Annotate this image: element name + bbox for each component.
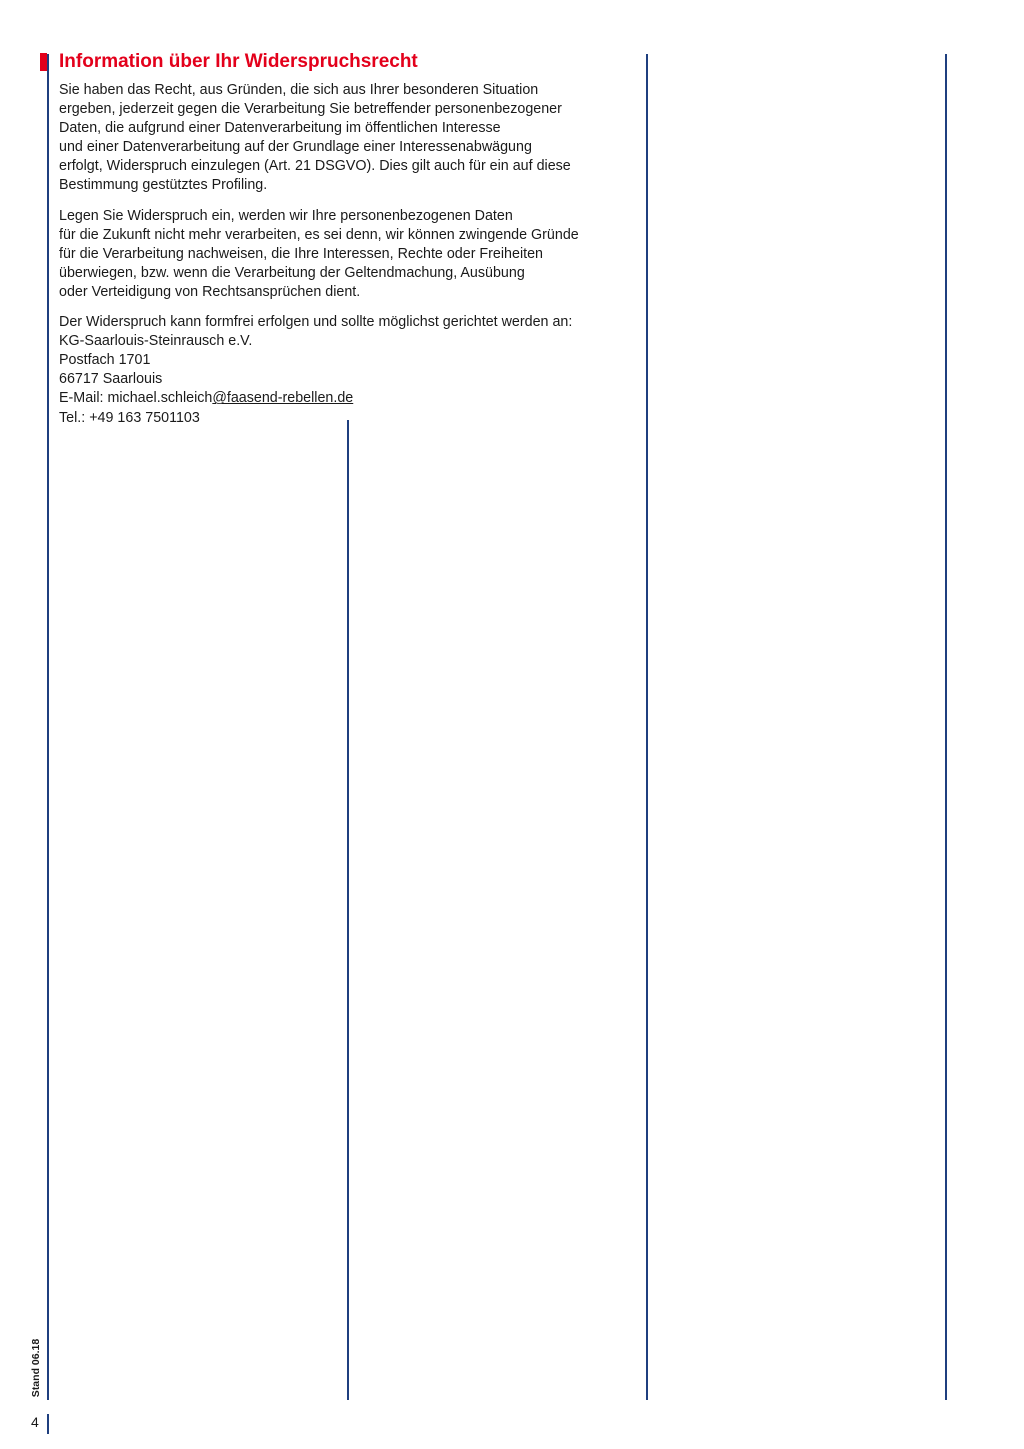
title-marker: [40, 53, 47, 71]
contact-email: [59, 389, 639, 408]
text-line: für die Zukunft nicht mehr verarbeiten, es sei denn, wir können zwingende Gründe: [59, 226, 579, 243]
text-line: ergeben, jederzeit gegen die Verarbeitung Sie betreffender personenbezogener: [59, 101, 562, 118]
contact-organization: KG-Saarlouis-Steinrausch e.V.: [59, 333, 253, 350]
main-content: [59, 50, 639, 439]
paragraph-right-to-object: [59, 81, 639, 196]
contact-phone: Tel.: +49 163 7501103: [59, 409, 200, 426]
contact-city: 66717 Saarlouis: [59, 371, 163, 388]
page-number: 4: [31, 1414, 39, 1430]
email-link[interactable]: @faasend-rebellen.de: [212, 390, 354, 407]
page-number-rule: [47, 1414, 49, 1434]
contact-po-box: Postfach 1701: [59, 352, 151, 369]
paragraph-consequences: [59, 207, 639, 302]
text-line: Bestimmung gestütztes Profiling.: [59, 177, 268, 194]
column-rule-right: [945, 54, 947, 1400]
text-line: Daten, die aufgrund einer Datenverarbeitung im öffentlichen Interesse: [59, 120, 501, 137]
column-rule-middle-left: [347, 420, 349, 1400]
text-line: oder Verteidigung von Rechtsansprüchen dient.: [59, 283, 361, 300]
text-line: Legen Sie Widerspruch ein, werden wir Ihre personenbezogenen Daten: [59, 207, 513, 224]
text-line: für die Verarbeitung nachweisen, die Ihre Interessen, Rechte oder Freiheiten: [59, 245, 543, 262]
contact-intro: Der Widerspruch kann formfrei erfolgen und sollte möglichst gerichtet werden an:: [59, 314, 573, 331]
column-rule-left: [47, 54, 49, 1400]
contact-block: [59, 313, 639, 428]
text-line: erfolgt, Widerspruch einzulegen (Art. 21 DSGVO). Dies gilt auch für ein auf diese: [59, 158, 571, 175]
page-title: Information über Ihr Widerspruchsrecht: [59, 51, 418, 72]
contact-email-prefix: E-Mail: michael.schleich: [59, 390, 213, 407]
text-line: Sie haben das Recht, aus Gründen, die sich aus Ihrer besonderen Situation: [59, 82, 539, 98]
column-rule-middle-right: [646, 54, 648, 1400]
text-line: überwiegen, bzw. wenn die Verarbeitung der Geltendmachung, Ausübung: [59, 264, 525, 281]
stand-date: Stand 06.18: [30, 1338, 42, 1398]
text-line: und einer Datenverarbeitung auf der Grundlage einer Interessenabwägung: [59, 139, 532, 156]
